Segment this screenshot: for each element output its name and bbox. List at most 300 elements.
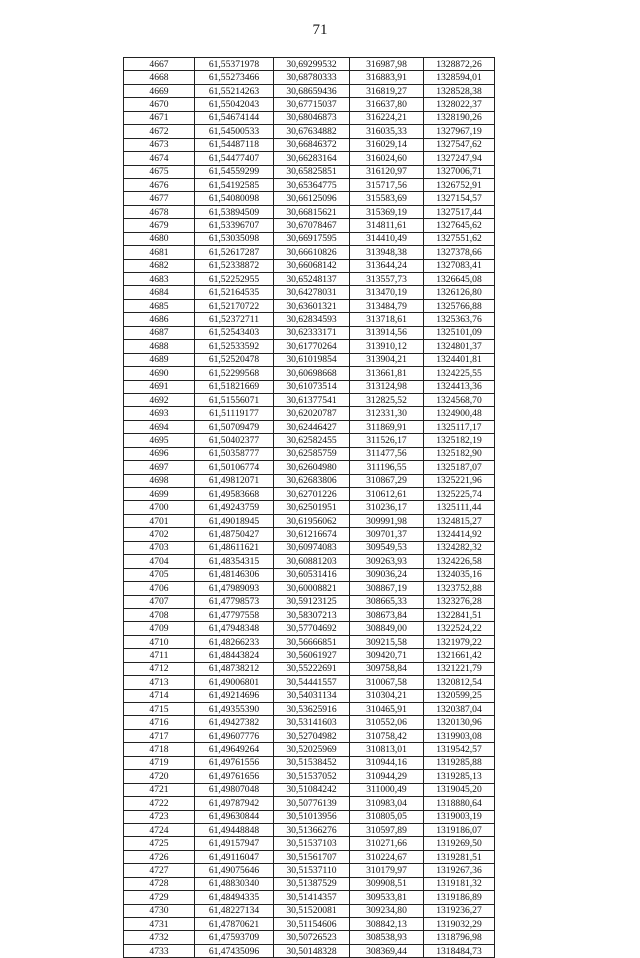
table-cell: 30,60881203 bbox=[274, 555, 350, 568]
table-cell: 4722 bbox=[124, 797, 195, 810]
table-cell: 309991,98 bbox=[350, 514, 424, 527]
table-cell: 61,48146306 bbox=[195, 568, 274, 581]
table-cell: 316035,33 bbox=[350, 125, 424, 138]
table-cell: 4688 bbox=[124, 340, 195, 353]
table-cell: 4733 bbox=[124, 944, 195, 957]
table-cell: 61,49583668 bbox=[195, 488, 274, 501]
table-cell: 1327154,57 bbox=[424, 192, 495, 205]
table-cell: 310597,89 bbox=[350, 823, 424, 836]
table-cell: 313644,24 bbox=[350, 259, 424, 272]
table-row bbox=[124, 770, 495, 783]
table-cell: 1327967,19 bbox=[424, 125, 495, 138]
table-cell: 1321221,79 bbox=[424, 662, 495, 675]
table-cell: 313904,21 bbox=[350, 353, 424, 366]
table-cell: 313948,38 bbox=[350, 246, 424, 259]
table-cell: 4726 bbox=[124, 850, 195, 863]
table-cell: 1327551,62 bbox=[424, 232, 495, 245]
table-cell: 61,54487118 bbox=[195, 138, 274, 151]
table-cell: 310271,66 bbox=[350, 837, 424, 850]
table-cell: 61,48443824 bbox=[195, 649, 274, 662]
table-cell: 30,66283164 bbox=[274, 152, 350, 165]
table-cell: 30,65364775 bbox=[274, 178, 350, 191]
table-cell: 312825,52 bbox=[350, 393, 424, 406]
table-cell: 4727 bbox=[124, 864, 195, 877]
table-cell: 1324815,27 bbox=[424, 514, 495, 527]
table-cell: 4670 bbox=[124, 98, 195, 111]
table-cell: 309908,51 bbox=[350, 877, 424, 890]
table-cell: 310944,16 bbox=[350, 756, 424, 769]
table-cell: 314410,49 bbox=[350, 232, 424, 245]
table-cell: 4701 bbox=[124, 514, 195, 527]
table-cell: 1324900,48 bbox=[424, 407, 495, 420]
table-row bbox=[124, 729, 495, 742]
table-cell: 4681 bbox=[124, 246, 195, 259]
table-cell: 316224,21 bbox=[350, 111, 424, 124]
table-cell: 30,51366276 bbox=[274, 823, 350, 836]
table-cell: 61,49607776 bbox=[195, 729, 274, 742]
table-cell: 30,54441557 bbox=[274, 676, 350, 689]
table-cell: 61,47989093 bbox=[195, 582, 274, 595]
table-cell: 4692 bbox=[124, 393, 195, 406]
table-cell: 310867,29 bbox=[350, 474, 424, 487]
table-cell: 312331,30 bbox=[350, 407, 424, 420]
table-cell: 4678 bbox=[124, 205, 195, 218]
table-cell: 30,50148328 bbox=[274, 944, 350, 957]
table-cell: 30,52704982 bbox=[274, 729, 350, 742]
table-cell: 61,52338872 bbox=[195, 259, 274, 272]
table-row bbox=[124, 662, 495, 675]
table-cell: 311000,49 bbox=[350, 783, 424, 796]
table-cell: 1318796,98 bbox=[424, 931, 495, 944]
table-cell: 30,67078467 bbox=[274, 219, 350, 232]
table-cell: 61,49807048 bbox=[195, 783, 274, 796]
table-cell: 1323752,88 bbox=[424, 582, 495, 595]
table-cell: 61,48494335 bbox=[195, 891, 274, 904]
table-cell: 4667 bbox=[124, 58, 195, 71]
table-cell: 308665,33 bbox=[350, 595, 424, 608]
table-row bbox=[124, 407, 495, 420]
table-cell: 4708 bbox=[124, 608, 195, 621]
table-cell: 61,49630844 bbox=[195, 810, 274, 823]
table-cell: 61,52617287 bbox=[195, 246, 274, 259]
table-cell: 313914,56 bbox=[350, 326, 424, 339]
table-cell: 313718,61 bbox=[350, 313, 424, 326]
table-cell: 1324225,55 bbox=[424, 367, 495, 380]
table-cell: 313910,12 bbox=[350, 340, 424, 353]
table-cell: 61,50106774 bbox=[195, 461, 274, 474]
table-cell: 1325101,09 bbox=[424, 326, 495, 339]
table-cell: 30,69299532 bbox=[274, 58, 350, 71]
table-cell: 1319032,29 bbox=[424, 918, 495, 931]
table-cell: 30,61073514 bbox=[274, 380, 350, 393]
table-cell: 1323276,28 bbox=[424, 595, 495, 608]
table-cell: 4669 bbox=[124, 84, 195, 97]
table-cell: 1319045,20 bbox=[424, 783, 495, 796]
table-row bbox=[124, 474, 495, 487]
table-row bbox=[124, 783, 495, 796]
table-cell: 61,51556071 bbox=[195, 393, 274, 406]
table-cell: 4682 bbox=[124, 259, 195, 272]
table-cell: 1320387,04 bbox=[424, 703, 495, 716]
table-cell: 30,58307213 bbox=[274, 608, 350, 621]
table-row bbox=[124, 635, 495, 648]
table-row bbox=[124, 649, 495, 662]
table-cell: 308849,00 bbox=[350, 622, 424, 635]
table-cell: 4690 bbox=[124, 367, 195, 380]
table-cell: 30,66068142 bbox=[274, 259, 350, 272]
table-cell: 4700 bbox=[124, 501, 195, 514]
table-cell: 30,62446427 bbox=[274, 420, 350, 433]
table-cell: 30,68780333 bbox=[274, 71, 350, 84]
table-cell: 310465,91 bbox=[350, 703, 424, 716]
table-cell: 4675 bbox=[124, 165, 195, 178]
table-cell: 61,47797558 bbox=[195, 608, 274, 621]
table-cell: 30,62834593 bbox=[274, 313, 350, 326]
table-cell: 30,66917595 bbox=[274, 232, 350, 245]
table-row bbox=[124, 608, 495, 621]
table-row bbox=[124, 434, 495, 447]
table-cell: 1318484,73 bbox=[424, 944, 495, 957]
table-cell: 316637,80 bbox=[350, 98, 424, 111]
table-cell: 61,49355390 bbox=[195, 703, 274, 716]
table-cell: 30,51561707 bbox=[274, 850, 350, 863]
table-cell: 30,62701226 bbox=[274, 488, 350, 501]
table-cell: 310944,29 bbox=[350, 770, 424, 783]
table-cell: 308538,93 bbox=[350, 931, 424, 944]
table-cell: 1325225,74 bbox=[424, 488, 495, 501]
table-cell: 30,65248137 bbox=[274, 273, 350, 286]
table-row bbox=[124, 232, 495, 245]
table-row bbox=[124, 326, 495, 339]
table-cell: 310067,58 bbox=[350, 676, 424, 689]
table-cell: 1324801,37 bbox=[424, 340, 495, 353]
table-cell: 1324035,16 bbox=[424, 568, 495, 581]
table-cell: 4684 bbox=[124, 286, 195, 299]
table-row bbox=[124, 98, 495, 111]
table-cell: 61,53894509 bbox=[195, 205, 274, 218]
table-cell: 4707 bbox=[124, 595, 195, 608]
table-row bbox=[124, 273, 495, 286]
table-cell: 4693 bbox=[124, 407, 195, 420]
table-cell: 4683 bbox=[124, 273, 195, 286]
table-cell: 309758,84 bbox=[350, 662, 424, 675]
table-cell: 313557,73 bbox=[350, 273, 424, 286]
table-cell: 4687 bbox=[124, 326, 195, 339]
table-cell: 30,51520081 bbox=[274, 904, 350, 917]
table-cell: 316120,97 bbox=[350, 165, 424, 178]
table-cell: 1319269,50 bbox=[424, 837, 495, 850]
table-cell: 61,51821669 bbox=[195, 380, 274, 393]
table-cell: 30,61019854 bbox=[274, 353, 350, 366]
table-cell: 61,49761656 bbox=[195, 770, 274, 783]
table-cell: 30,51537052 bbox=[274, 770, 350, 783]
table-cell: 309036,24 bbox=[350, 568, 424, 581]
table-cell: 4676 bbox=[124, 178, 195, 191]
table-row bbox=[124, 84, 495, 97]
table-cell: 1318880,64 bbox=[424, 797, 495, 810]
table-cell: 61,48750427 bbox=[195, 528, 274, 541]
table-cell: 1319003,19 bbox=[424, 810, 495, 823]
table-cell: 30,50726523 bbox=[274, 931, 350, 944]
table-cell: 309701,37 bbox=[350, 528, 424, 541]
table-row bbox=[124, 501, 495, 514]
table-cell: 30,62585759 bbox=[274, 447, 350, 460]
table-cell: 4695 bbox=[124, 434, 195, 447]
table-cell: 4703 bbox=[124, 541, 195, 554]
table-cell: 61,51119177 bbox=[195, 407, 274, 420]
table-row bbox=[124, 340, 495, 353]
table-cell: 30,57704692 bbox=[274, 622, 350, 635]
table-cell: 61,52164535 bbox=[195, 286, 274, 299]
table-cell: 313470,19 bbox=[350, 286, 424, 299]
table-row bbox=[124, 380, 495, 393]
table-cell: 30,66815621 bbox=[274, 205, 350, 218]
table-cell: 61,47948348 bbox=[195, 622, 274, 635]
table-cell: 4730 bbox=[124, 904, 195, 917]
table-cell: 61,49787942 bbox=[195, 797, 274, 810]
table-cell: 1322841,51 bbox=[424, 608, 495, 621]
table-cell: 30,60974083 bbox=[274, 541, 350, 554]
table-cell: 61,49018945 bbox=[195, 514, 274, 527]
table-cell: 1321979,22 bbox=[424, 635, 495, 648]
table-row bbox=[124, 528, 495, 541]
table-cell: 309215,58 bbox=[350, 635, 424, 648]
table-cell: 30,56061927 bbox=[274, 649, 350, 662]
table-cell: 311869,91 bbox=[350, 420, 424, 433]
table-cell: 1327083,41 bbox=[424, 259, 495, 272]
table-cell: 30,50776139 bbox=[274, 797, 350, 810]
table-cell: 30,67715037 bbox=[274, 98, 350, 111]
table-cell: 4729 bbox=[124, 891, 195, 904]
table-row bbox=[124, 931, 495, 944]
table-cell: 61,52520478 bbox=[195, 353, 274, 366]
table-cell: 4706 bbox=[124, 582, 195, 595]
table-cell: 309420,71 bbox=[350, 649, 424, 662]
table-cell: 1325111,44 bbox=[424, 501, 495, 514]
table-cell: 61,52252955 bbox=[195, 273, 274, 286]
table-cell: 1327547,62 bbox=[424, 138, 495, 151]
table-cell: 316024,60 bbox=[350, 152, 424, 165]
table-cell: 30,51414357 bbox=[274, 891, 350, 904]
table-cell: 61,47798573 bbox=[195, 595, 274, 608]
page-number: 71 bbox=[312, 22, 328, 38]
table-cell: 1327006,71 bbox=[424, 165, 495, 178]
table-cell: 61,54477407 bbox=[195, 152, 274, 165]
table-cell: 4710 bbox=[124, 635, 195, 648]
table-cell: 61,50402377 bbox=[195, 434, 274, 447]
table-cell: 4694 bbox=[124, 420, 195, 433]
table-cell: 1326645,08 bbox=[424, 273, 495, 286]
table-cell: 1319186,89 bbox=[424, 891, 495, 904]
table-cell: 4689 bbox=[124, 353, 195, 366]
table-cell: 61,48354315 bbox=[195, 555, 274, 568]
table-row bbox=[124, 568, 495, 581]
table-row bbox=[124, 944, 495, 957]
table-cell: 4674 bbox=[124, 152, 195, 165]
table-cell: 61,49761556 bbox=[195, 756, 274, 769]
table-cell: 1320812,54 bbox=[424, 676, 495, 689]
table-cell: 1324401,81 bbox=[424, 353, 495, 366]
table-cell: 30,62333171 bbox=[274, 326, 350, 339]
table-cell: 61,50709479 bbox=[195, 420, 274, 433]
table-cell: 30,68659436 bbox=[274, 84, 350, 97]
table-row bbox=[124, 71, 495, 84]
table-cell: 4732 bbox=[124, 931, 195, 944]
table-cell: 1325117,17 bbox=[424, 420, 495, 433]
table-cell: 30,54031134 bbox=[274, 689, 350, 702]
table-cell: 30,63601321 bbox=[274, 299, 350, 312]
table-cell: 310304,21 bbox=[350, 689, 424, 702]
table-cell: 311526,17 bbox=[350, 434, 424, 447]
table-cell: 30,55222691 bbox=[274, 662, 350, 675]
table-cell: 30,51537110 bbox=[274, 864, 350, 877]
table-body bbox=[124, 58, 495, 958]
table-row bbox=[124, 246, 495, 259]
table-cell: 316819,27 bbox=[350, 84, 424, 97]
table-cell: 316987,98 bbox=[350, 58, 424, 71]
table-cell: 1326126,80 bbox=[424, 286, 495, 299]
table-cell: 61,49427382 bbox=[195, 716, 274, 729]
table-cell: 61,49448848 bbox=[195, 823, 274, 836]
table-cell: 4697 bbox=[124, 461, 195, 474]
table-cell: 61,55273466 bbox=[195, 71, 274, 84]
table-row bbox=[124, 420, 495, 433]
table-cell: 61,48227134 bbox=[195, 904, 274, 917]
table-cell: 315369,19 bbox=[350, 205, 424, 218]
table-row bbox=[124, 125, 495, 138]
table-cell: 61,49243759 bbox=[195, 501, 274, 514]
table-cell: 4731 bbox=[124, 918, 195, 931]
table-cell: 4714 bbox=[124, 689, 195, 702]
table-row bbox=[124, 810, 495, 823]
table-cell: 30,68046873 bbox=[274, 111, 350, 124]
table-cell: 30,51538452 bbox=[274, 756, 350, 769]
table-row bbox=[124, 488, 495, 501]
table-cell: 61,53035098 bbox=[195, 232, 274, 245]
table-cell: 1324226,58 bbox=[424, 555, 495, 568]
table-cell: 30,67634882 bbox=[274, 125, 350, 138]
table-cell: 315717,56 bbox=[350, 178, 424, 191]
table-cell: 1325182,19 bbox=[424, 434, 495, 447]
table-cell: 4713 bbox=[124, 676, 195, 689]
table-row bbox=[124, 864, 495, 877]
table-row bbox=[124, 514, 495, 527]
table-cell: 4702 bbox=[124, 528, 195, 541]
table-row bbox=[124, 582, 495, 595]
table-cell: 30,60698668 bbox=[274, 367, 350, 380]
table-cell: 4723 bbox=[124, 810, 195, 823]
table-cell: 1321661,42 bbox=[424, 649, 495, 662]
table-cell: 30,61770264 bbox=[274, 340, 350, 353]
table-row bbox=[124, 743, 495, 756]
table-cell: 30,61377541 bbox=[274, 393, 350, 406]
table-cell: 4717 bbox=[124, 729, 195, 742]
table-cell: 1326752,91 bbox=[424, 178, 495, 191]
table-cell: 4680 bbox=[124, 232, 195, 245]
table-cell: 61,54559299 bbox=[195, 165, 274, 178]
table-cell: 30,53141603 bbox=[274, 716, 350, 729]
table-cell: 61,54674144 bbox=[195, 111, 274, 124]
table-cell: 4696 bbox=[124, 447, 195, 460]
table-cell: 4704 bbox=[124, 555, 195, 568]
table-cell: 30,53625916 bbox=[274, 703, 350, 716]
table-cell: 1324282,32 bbox=[424, 541, 495, 554]
table-row bbox=[124, 622, 495, 635]
table-cell: 1320599,25 bbox=[424, 689, 495, 702]
table-cell: 61,54080098 bbox=[195, 192, 274, 205]
table-cell: 4685 bbox=[124, 299, 195, 312]
table-cell: 61,49116047 bbox=[195, 850, 274, 863]
table-cell: 61,52372711 bbox=[195, 313, 274, 326]
table-cell: 1319285,13 bbox=[424, 770, 495, 783]
table-cell: 1328022,37 bbox=[424, 98, 495, 111]
table-cell: 30,51154606 bbox=[274, 918, 350, 931]
table-cell: 316883,91 bbox=[350, 71, 424, 84]
table-cell: 30,56666851 bbox=[274, 635, 350, 648]
table-cell: 1319903,08 bbox=[424, 729, 495, 742]
table-cell: 61,55214263 bbox=[195, 84, 274, 97]
table-cell: 61,47593709 bbox=[195, 931, 274, 944]
table-cell: 61,49075646 bbox=[195, 864, 274, 877]
table-cell: 61,53396707 bbox=[195, 219, 274, 232]
table-cell: 4711 bbox=[124, 649, 195, 662]
table-cell: 1319186,07 bbox=[424, 823, 495, 836]
table-cell: 315583,69 bbox=[350, 192, 424, 205]
table-cell: 61,54500533 bbox=[195, 125, 274, 138]
table-cell: 30,62582455 bbox=[274, 434, 350, 447]
table-row bbox=[124, 676, 495, 689]
table-cell: 1324413,36 bbox=[424, 380, 495, 393]
table-cell: 4698 bbox=[124, 474, 195, 487]
table-cell: 61,49157947 bbox=[195, 837, 274, 850]
table-cell: 309533,81 bbox=[350, 891, 424, 904]
table-cell: 4679 bbox=[124, 219, 195, 232]
table-cell: 310805,05 bbox=[350, 810, 424, 823]
table-cell: 313661,81 bbox=[350, 367, 424, 380]
table-cell: 61,48830340 bbox=[195, 877, 274, 890]
table-cell: 316029,14 bbox=[350, 138, 424, 151]
table-row bbox=[124, 703, 495, 716]
table-row bbox=[124, 165, 495, 178]
table-cell: 4718 bbox=[124, 743, 195, 756]
table-cell: 30,61956062 bbox=[274, 514, 350, 527]
table-row bbox=[124, 823, 495, 836]
table-cell: 4705 bbox=[124, 568, 195, 581]
table-row bbox=[124, 353, 495, 366]
table-cell: 61,48611621 bbox=[195, 541, 274, 554]
table-cell: 30,52025969 bbox=[274, 743, 350, 756]
table-cell: 61,47870621 bbox=[195, 918, 274, 931]
table-cell: 4691 bbox=[124, 380, 195, 393]
table-row bbox=[124, 286, 495, 299]
table-cell: 30,66610826 bbox=[274, 246, 350, 259]
table-cell: 30,62683806 bbox=[274, 474, 350, 487]
table-row bbox=[124, 152, 495, 165]
table-cell: 4672 bbox=[124, 125, 195, 138]
table-row bbox=[124, 178, 495, 191]
table-cell: 308673,84 bbox=[350, 608, 424, 621]
table-cell: 30,60008821 bbox=[274, 582, 350, 595]
table-cell: 1324568,70 bbox=[424, 393, 495, 406]
table-cell: 308842,13 bbox=[350, 918, 424, 931]
table-cell: 1327517,44 bbox=[424, 205, 495, 218]
table-cell: 61,52170722 bbox=[195, 299, 274, 312]
table-row bbox=[124, 837, 495, 850]
table-cell: 4728 bbox=[124, 877, 195, 890]
table-cell: 310236,17 bbox=[350, 501, 424, 514]
table-cell: 30,51013956 bbox=[274, 810, 350, 823]
table-cell: 1319285,88 bbox=[424, 756, 495, 769]
